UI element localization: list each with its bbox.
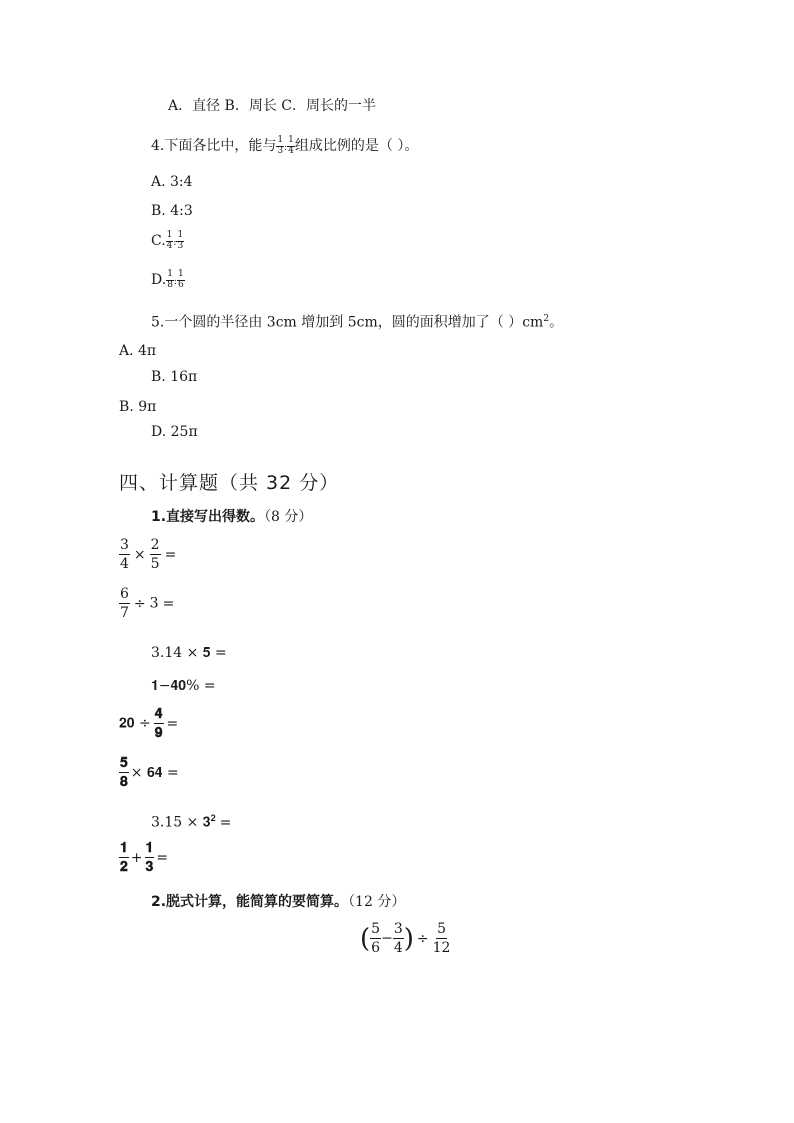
q5-option-1: A. 4π [119, 343, 157, 359]
q5-option-2: B. 16π [151, 369, 198, 385]
calc1-expr-4: 𝟏−𝟒𝟎% = [151, 678, 216, 694]
q4-option-c-frac-a: $\frac{1}{4}$ [166, 230, 173, 251]
calc1-expr-5: 𝟐𝟎 ÷ $\frac{𝟒}{𝟗}$ = [119, 706, 179, 741]
calc1-expr-1: $\frac{3}{4}$ × $\frac{2}{5}$ = [120, 537, 177, 572]
frac-1-3: $\frac{𝟏}{𝟑}$ [145, 840, 154, 875]
q3-options: A．直径 B．周长 C．周长的一半 [168, 98, 377, 114]
calc1-title: 1.直接写出得数。（8 分） [151, 509, 313, 525]
section-heading: 四、计算题（共 32 分） [119, 472, 340, 494]
frac-2-5: $\frac{2}{5}$ [150, 537, 160, 572]
calc1-expr-2: $\frac{6}{7}$ ÷ 3 = [120, 586, 175, 621]
calc2-expr-1: ( $\frac{5}{6}$ − $\frac{3}{4}$ ) ÷ $\frac{5}{12}$ [360, 921, 451, 956]
q4-suffix: 组成比例的是（ ）。 [294, 138, 419, 154]
frac-4-9: $\frac{𝟒}{𝟗}$ [154, 706, 163, 741]
q4-option-c: C. $\frac{1}{4}$ : $\frac{1}{3}$ [151, 230, 184, 251]
q4-ratio-a: $\frac{1}{3}$ [277, 135, 284, 156]
calc1-expr-3: 3.14 × 𝟓 = [151, 645, 227, 661]
frac-5-12: $\frac{5}{12}$ [432, 921, 451, 956]
open-paren: ( [360, 923, 371, 954]
q5-question: 5.一个圆的半径由 3cm 增加到 5cm，圆的面积增加了（ ）$cm^2$。 [151, 314, 564, 331]
q5-option-4: D. 25π [151, 424, 198, 440]
q4-option-d: D. $\frac{1}{8}$ : $\frac{1}{6}$ [151, 269, 184, 290]
calc1-expr-6: $\frac{𝟓}{𝟖}$ × 𝟔𝟒 = [120, 755, 179, 790]
frac-3-4: $\frac{3}{4}$ [120, 537, 129, 572]
calc1-expr-7: $3.15 \times 𝟑^𝟐$ = [151, 814, 232, 831]
frac-5-8: $\frac{𝟓}{𝟖}$ [120, 755, 128, 790]
q5-option-3: B. 9π [119, 399, 157, 415]
q4-prefix: 4.下面各比中，能与 [151, 138, 277, 154]
calc1-expr-8: $\frac{𝟏}{𝟐}$ + $\frac{𝟏}{𝟑}$ = [120, 840, 169, 875]
frac-3-4-b: $\frac{3}{4}$ [393, 921, 403, 956]
close-paren: ) [403, 923, 414, 954]
q4-option-d-frac-b: $\frac{1}{6}$ [177, 269, 184, 290]
q4-option-d-frac-a: $\frac{1}{8}$ [167, 269, 173, 290]
q4-question [151, 136, 418, 157]
calc2-title: 2.脱式计算，能简算的要简算。（12 分） [151, 894, 406, 910]
frac-6-7: $\frac{6}{7}$ [120, 586, 129, 621]
q4-ratio-colon: : [284, 143, 288, 153]
q4-ratio-b: $\frac{1}{4}$ [288, 135, 294, 156]
q4-option-c-frac-b: $\frac{1}{3}$ [177, 230, 184, 251]
frac-5-6: $\frac{5}{6}$ [371, 921, 381, 956]
q4-option-a: A. 3:4 [151, 174, 193, 190]
frac-1-2: $\frac{𝟏}{𝟐}$ [120, 840, 128, 875]
q4-option-b: B. 4:3 [151, 203, 193, 219]
